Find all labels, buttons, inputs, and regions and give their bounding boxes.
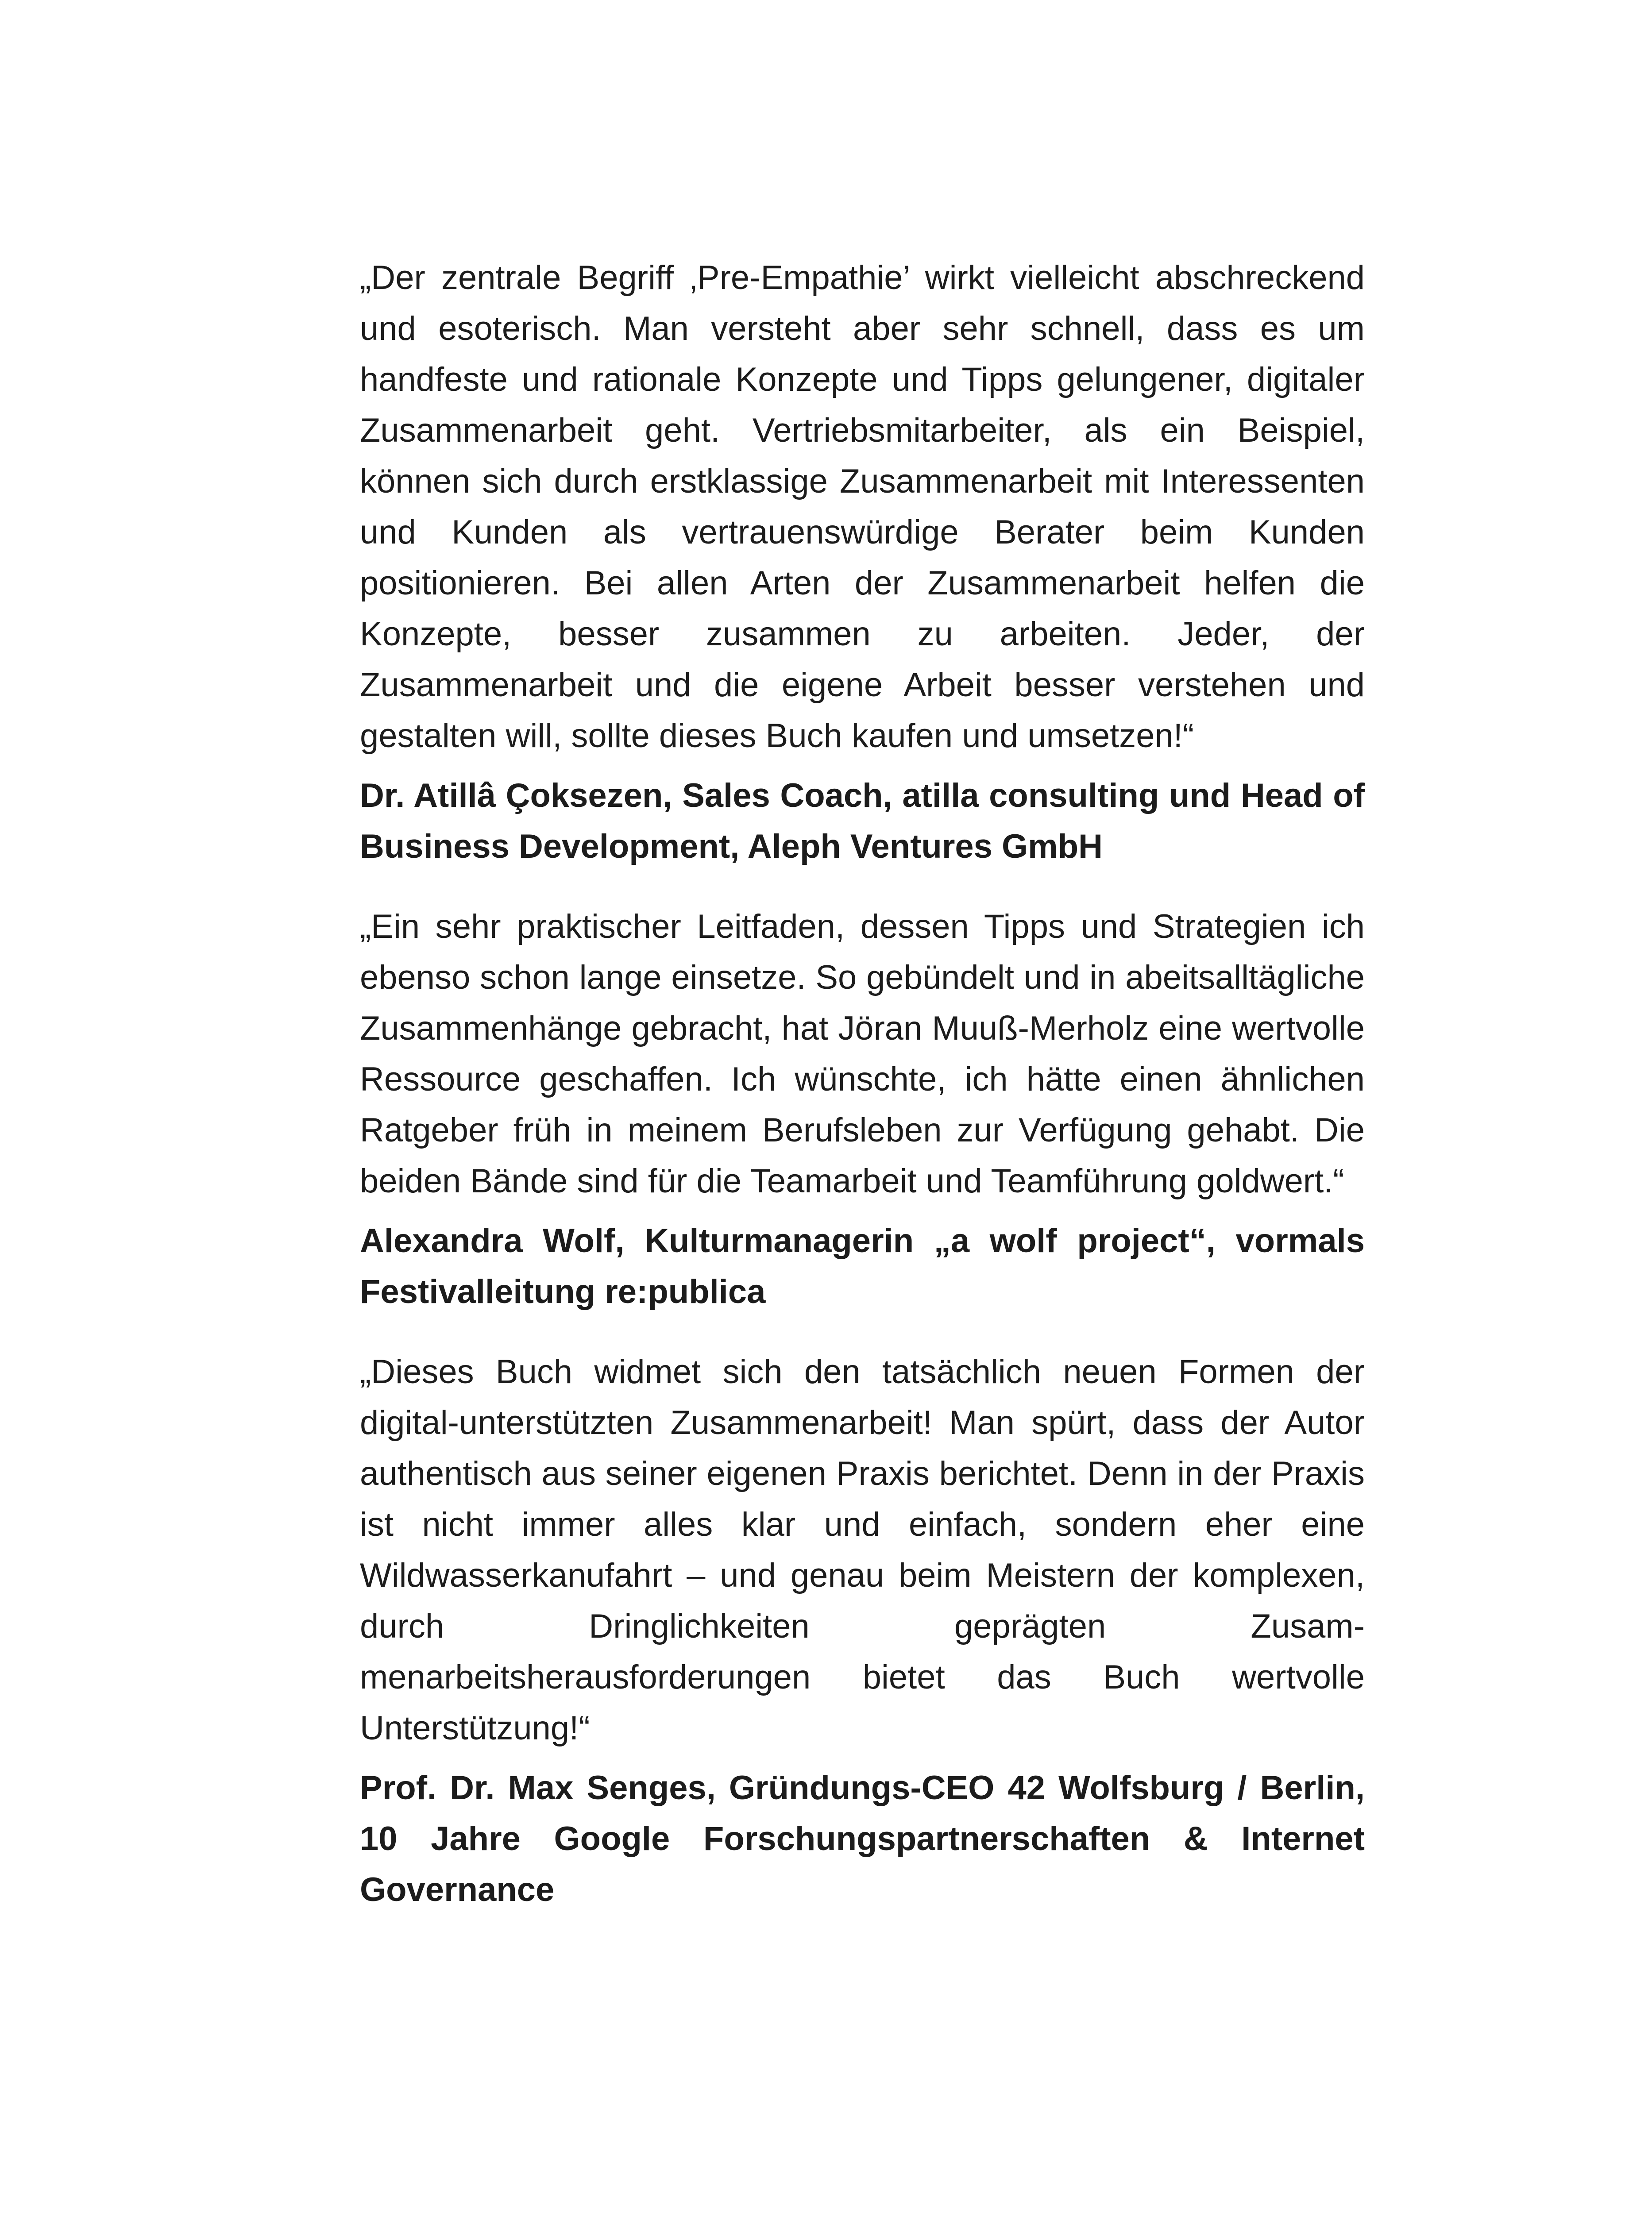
testimonial-quote: „Dieses Buch widmet sich den tatsächlich neuen Formen der digital-unterstützten Zusammenarbeit! Man spürt, dass der Autor authentisch aus seiner eigenen Praxis berichtet. Denn in der Praxis ist nicht immer alles klar und einfach, sondern eher eine Wildwasserkanufahrt – und genau beim Meistern der komplexen, durch Dringlichkeiten geprägten Zusammenarbeitsherausforderungen bietet das Buch wertvolle Unterstützung!“ — [360, 1353, 1365, 1747]
testimonial-attribution: Dr. Atillâ Çoksezen, Sales Coach, atilla consulting und Head of Business Development, Aleph Ventures GmbH — [360, 777, 1365, 865]
testimonial-3 — [360, 1346, 1365, 1915]
page-content — [360, 252, 1365, 1915]
testimonial-2 — [360, 901, 1365, 1317]
testimonial-1 — [360, 252, 1365, 872]
testimonial-attribution: Alexandra Wolf, Kulturmanagerin „a wolf project“, vormals Festivalleitung re:publica — [360, 1222, 1365, 1311]
testimonial-attribution: Prof. Dr. Max Senges, Gründungs-CEO 42 Wolfsburg / Berlin, 10 Jahre Google Forschungspartnerschaften & Internet Governance — [360, 1769, 1365, 1908]
testimonial-quote: „Ein sehr praktischer Leitfaden, dessen Tipps und Strategien ich ebenso schon lange einsetze. So gebündelt und in abeitsalltägliche Zusammenhänge gebracht, hat Jöran Muuß-Merholz eine wertvolle Ressource geschaffen. Ich wünschte, ich hätte einen ähnlichen Ratgeber früh in meinem Berufsleben zur Verfügung gehabt. Die beiden Bände sind für die Teamarbeit und Teamführung goldwert.“ — [360, 908, 1365, 1200]
testimonial-quote: „Der zentrale Begriff ‚Pre-Empathie’ wirkt vielleicht abschreckend und esoterisch. Man versteht aber sehr schnell, dass es um handfeste und rationale Konzepte und Tipps gelungener, digitaler Zusammenarbeit geht. Vertriebsmitarbeiter, als ein Beispiel, können sich durch erstklassige Zusammenarbeit mit Interessenten und Kunden als vertrauenswürdige Berater beim Kunden positionieren. Bei allen Arten der Zusammenarbeit helfen die Konzepte, besser zusammen zu arbeiten. Jeder, der Zusammenarbeit und die eigene Arbeit besser verstehen und gestalten will, sollte dieses Buch kaufen und umsetzen!“ — [360, 259, 1365, 755]
